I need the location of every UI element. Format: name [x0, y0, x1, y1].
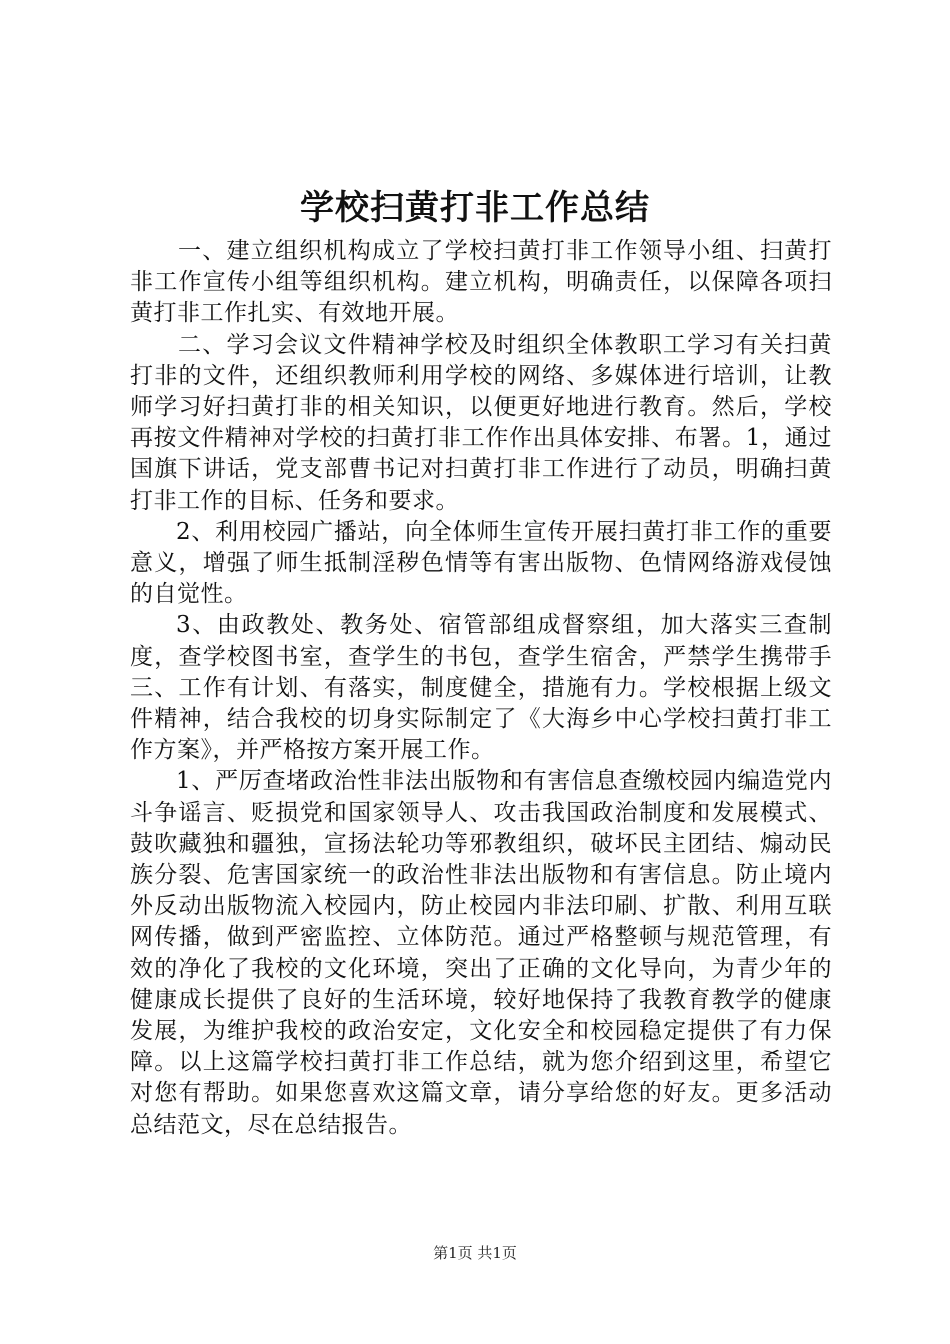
document-title: 学校扫黄打非工作总结 — [300, 188, 650, 228]
paragraph-3: 2、利用校园广播站，向全体师生宣传开展扫黄打非工作的重要意义，增强了师生抵制淫秽色情等有害出版物、色情网络游戏侵蚀的自觉性。 — [130, 518, 832, 608]
paragraph-4: 3、由政教处、教务处、宿管部组成督察组，加大落实三查制度，查学校图书室，查学生的书包，查学生宿舍，严禁学生携带手三、工作有计划、有落实，制度健全，措施有力。学校根据上级文件精神，结合我校的切身实际制定了《大海乡中心学校扫黄打非工作方案》，并严格按方案开展工作。 — [130, 612, 832, 764]
document-body — [130, 236, 832, 1141]
paragraph-2: 二、学习会议文件精神学校及时组织全体教职工学习有关扫黄打非的文件，还组织教师利用学校的网络、多媒体进行培训，让教师学习好扫黄打非的相关知识，以便更好地进行教育。然后，学校再按文件精神对学校的扫黄打非工作作出具体安排、布署。1，通过国旗下讲话，党支部曹书记对扫黄打非工作进行了动员，明确扫黄打非工作的目标、任务和要求。 — [130, 331, 832, 514]
page-number-footer: 第1页 共1页 — [433, 1244, 517, 1262]
paragraph-5: 1、严厉查堵政治性非法出版物和有害信息查缴校园内编造党内斗争谣言、贬损党和国家领导人、攻击我国政治制度和发展模式、鼓吹藏独和疆独，宣扬法轮功等邪教组织，破坏民主团结、煽动民族分裂、危害国家统一的政治性非法出版物和有害信息。防止境内外反动出版物流入校园内，防止校园内非法印刷、扩散、利用互联网传播，做到严密监控、立体防范。通过严格整顿与规范管理，有效的净化了我校的文化环境，突出了正确的文化导向，为青少年的健康成长提供了良好的生活环境，较好地保持了我教育教学的健康发展，为维护我校的政治安定，文化安全和校园稳定提供了有力保障。以上这篇学校扫黄打非工作总结，就为您介绍到这里，希望它对您有帮助。如果您喜欢这篇文章，请分享给您的好友。更多活动总结范文，尽在总结报告。 — [130, 768, 832, 1138]
paragraph-1: 一、建立组织机构成立了学校扫黄打非工作领导小组、扫黄打非工作宣传小组等组织机构。建立机构，明确责任，以保障各项扫黄打非工作扎实、有效地开展。 — [130, 238, 832, 327]
